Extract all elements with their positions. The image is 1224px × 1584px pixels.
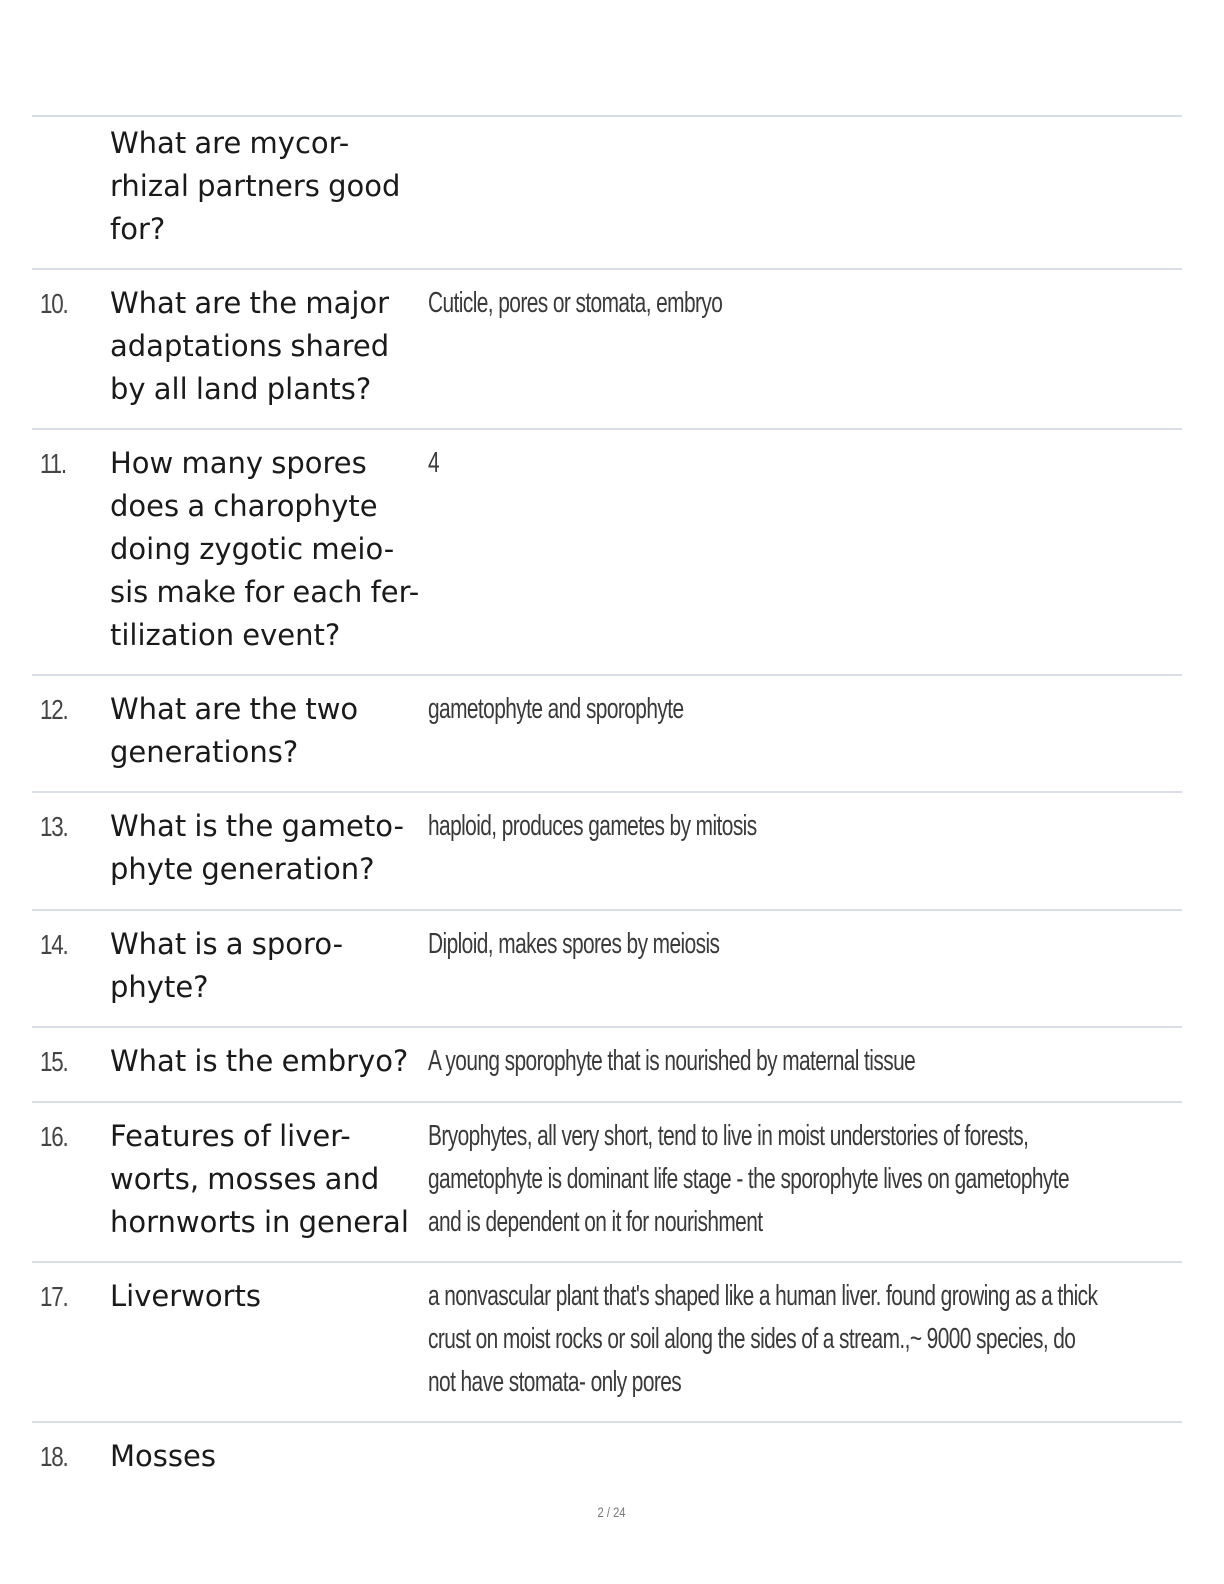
definition-line: 4 bbox=[428, 447, 440, 479]
row-number: 10. bbox=[40, 288, 68, 319]
table-row bbox=[32, 1026, 1182, 1101]
row-number: 13. bbox=[40, 811, 68, 842]
term-line: phyte generation? bbox=[110, 852, 375, 886]
row-term bbox=[110, 1275, 428, 1318]
definition-line: crust on moist rocks or soil along the sides of a stream.,~ 9000 species, do bbox=[428, 1323, 1076, 1355]
page-footer bbox=[0, 1504, 1224, 1520]
term-line: rhizal partners good bbox=[110, 169, 401, 203]
row-definition bbox=[428, 282, 971, 325]
row-definition bbox=[428, 923, 971, 966]
term-line: does a charophyte bbox=[110, 489, 378, 523]
definition-line: haploid, produces gametes by mitosis bbox=[428, 810, 757, 842]
definition-line: not have stomata- only pores bbox=[428, 1366, 682, 1398]
row-number: 12. bbox=[40, 694, 68, 725]
definition-line: and is dependent on it for nourishment bbox=[428, 1206, 763, 1238]
term-line: worts, mosses and bbox=[110, 1162, 380, 1196]
table-row bbox=[32, 115, 1182, 268]
term-line: by all land plants? bbox=[110, 372, 372, 406]
table-row bbox=[32, 674, 1182, 791]
term-line: Liverworts bbox=[110, 1279, 262, 1313]
row-definition bbox=[428, 1115, 1069, 1244]
term-line: What is the gameto- bbox=[110, 809, 404, 843]
term-line: generations? bbox=[110, 735, 299, 769]
row-term bbox=[110, 442, 428, 657]
row-definition bbox=[428, 1040, 971, 1083]
term-line: for? bbox=[110, 212, 166, 246]
term-line: How many spores bbox=[110, 446, 367, 480]
table-row bbox=[32, 791, 1182, 909]
term-line: tilization event? bbox=[110, 618, 341, 652]
term-line: What are the two bbox=[110, 692, 359, 726]
row-definition bbox=[428, 1275, 1097, 1404]
table-row bbox=[32, 909, 1182, 1026]
definition-line: gametophyte and sporophyte bbox=[428, 693, 684, 725]
term-line: adaptations shared bbox=[110, 329, 390, 363]
row-term bbox=[110, 282, 428, 411]
row-definition bbox=[428, 442, 971, 485]
term-line: What is a sporo- bbox=[110, 927, 344, 961]
row-term bbox=[110, 1115, 428, 1244]
term-line: What are the major bbox=[110, 286, 390, 320]
term-line: sis make for each fer- bbox=[110, 575, 420, 609]
row-term bbox=[110, 1435, 428, 1478]
term-line: What are mycor- bbox=[110, 126, 350, 160]
row-number: 11. bbox=[40, 448, 66, 479]
definition-line: Cuticle, pores or stomata, embryo bbox=[428, 287, 723, 319]
row-definition bbox=[428, 688, 971, 731]
term-line: doing zygotic meio- bbox=[110, 532, 395, 566]
definition-line: a nonvascular plant that's shaped like a human liver. found growing as a thick bbox=[428, 1280, 1098, 1312]
definition-line: Bryophytes, all very short, tend to live in moist understories of forests, bbox=[428, 1120, 1029, 1152]
table-row bbox=[32, 1101, 1182, 1261]
row-term bbox=[110, 122, 428, 251]
term-line: Features of liver- bbox=[110, 1119, 351, 1153]
row-term bbox=[110, 923, 428, 1009]
row-number: 17. bbox=[40, 1281, 68, 1312]
row-term bbox=[110, 688, 428, 774]
definition-line: A young sporophyte that is nourished by maternal tissue bbox=[428, 1045, 916, 1077]
row-term bbox=[110, 1040, 428, 1083]
term-line: hornworts in general bbox=[110, 1205, 409, 1239]
table-row bbox=[32, 428, 1182, 674]
row-number: 15. bbox=[40, 1046, 68, 1077]
term-line: phyte? bbox=[110, 970, 209, 1004]
definition-line: Diploid, makes spores by meiosis bbox=[428, 928, 720, 960]
flashcard-table bbox=[32, 115, 1182, 1491]
term-line: Mosses bbox=[110, 1439, 216, 1473]
table-row bbox=[32, 268, 1182, 428]
term-line: What is the embryo? bbox=[110, 1044, 409, 1078]
row-definition bbox=[428, 805, 971, 848]
row-number: 14. bbox=[40, 929, 68, 960]
row-number: 16. bbox=[40, 1121, 68, 1152]
table-row bbox=[32, 1261, 1182, 1421]
table-row bbox=[32, 1421, 1182, 1491]
row-number: 18. bbox=[40, 1441, 68, 1472]
row-term bbox=[110, 805, 428, 891]
definition-line: gametophyte is dominant life stage - the sporophyte lives on gametophyte bbox=[428, 1163, 1070, 1195]
page-indicator: 2 / 24 bbox=[597, 1504, 627, 1520]
